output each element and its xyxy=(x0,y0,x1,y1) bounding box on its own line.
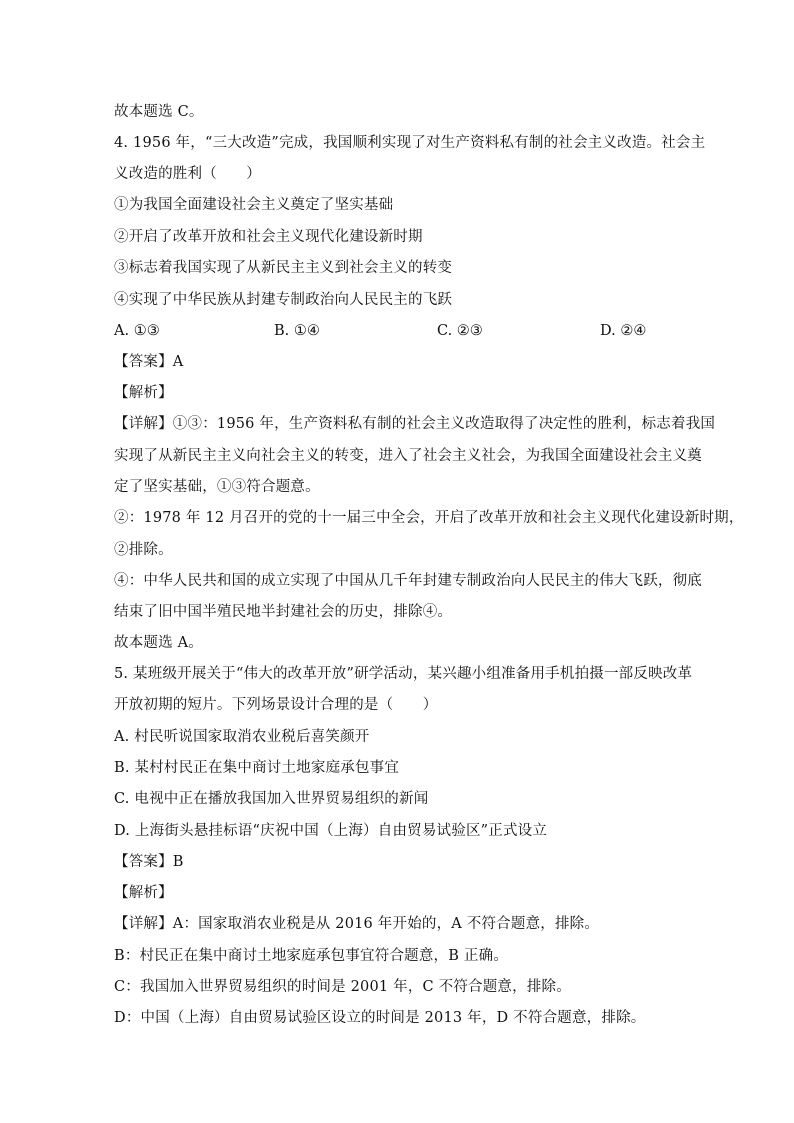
q4-item-2: ②开启了改革开放和社会主义现代化建设新时期 xyxy=(114,229,423,245)
q4-option-b: B. ①④ xyxy=(274,323,320,339)
q4-item-4: ④实现了中华民族从封建专制政治向人民民主的飞跃 xyxy=(114,292,453,308)
q4-explanation-line: ②排除。 xyxy=(114,542,173,558)
q4-answer: 【答案】A xyxy=(114,354,184,370)
q5-option-d: D. 上海街头悬挂标语“庆祝中国（上海）自由贸易试验区”正式设立 xyxy=(114,823,548,839)
q5-option-c: C. 电视中正在播放我国加入世界贸易组织的新闻 xyxy=(114,791,429,807)
q4-explanation-line: 【详解】①③：1956 年，生产资料私有制的社会主义改造取得了决定性的胜利，标志着我国 xyxy=(114,416,716,432)
q4-explanation-line: 结束了旧中国半殖民地半封建社会的历史，排除④。 xyxy=(114,604,453,620)
q4-explanation-line: 定了坚实基础，①③符合题意。 xyxy=(114,479,320,495)
q5-explanation-line: C：我国加入世界贸易组织的时间是 2001 年，C 不符合题意，排除。 xyxy=(114,979,571,995)
q5-analysis-label: 【解析】 xyxy=(114,885,173,901)
q3-conclusion: 故本题选 C。 xyxy=(114,104,204,120)
q5-explanation-line: B：村民正在集中商讨土地家庭承包事宜符合题意，B 正确。 xyxy=(114,948,509,964)
q5-option-b: B. 某村村民正在集中商讨土地家庭承包事宜 xyxy=(114,760,400,776)
q4-stem-line2: 义改造的胜利（ ） xyxy=(114,166,261,182)
q4-explanation-line: ②：1978 年 12 月召开的党的十一届三中全会，开启了改革开放和社会主义现代化建设新时期， xyxy=(114,510,744,526)
q5-answer: 【答案】B xyxy=(114,854,184,870)
q4-option-c: C. ②③ xyxy=(437,323,483,339)
q5-stem-line2: 开放初期的短片。下列场景设计合理的是（ ） xyxy=(114,697,438,713)
q4-options xyxy=(114,321,674,341)
q4-explanation-line: ④：中华人民共和国的成立实现了中国从几千年封建专制政治向人民民主的伟大飞跃，彻底 xyxy=(114,573,702,589)
q5-option-a: A. 村民听说国家取消农业税后喜笑颜开 xyxy=(114,729,370,745)
q4-explanation-line: 实现了从新民主主义向社会主义的转变，进入了社会主义社会，为我国全面建设社会主义奠 xyxy=(114,448,702,464)
q4-item-3: ③标志着我国实现了从新民主主义到社会主义的转变 xyxy=(114,260,453,276)
q4-analysis-label: 【解析】 xyxy=(114,385,173,401)
q4-option-d: D. ②④ xyxy=(600,323,647,339)
q5-explanation-line: D：中国（上海）自由贸易试验区设立的时间是 2013 年，D 不符合题意，排除。 xyxy=(114,1010,646,1026)
q5-explanation-line: 【详解】A：国家取消农业税是从 2016 年开始的，A 不符合题意，排除。 xyxy=(114,916,600,932)
q4-conclusion: 故本题选 A。 xyxy=(114,635,203,651)
q4-stem-line1: 4. 1956 年，“三大改造”完成，我国顺利实现了对生产资料私有制的社会主义改造。社会主 xyxy=(114,135,706,151)
q4-option-a: A. ①③ xyxy=(114,323,160,339)
q4-item-1: ①为我国全面建设社会主义奠定了坚实基础 xyxy=(114,197,394,213)
q5-stem-line1: 5. 某班级开展关于“伟大的改革开放”研学活动，某兴趣小组准备用手机拍摄一部反映改革 xyxy=(114,666,693,682)
